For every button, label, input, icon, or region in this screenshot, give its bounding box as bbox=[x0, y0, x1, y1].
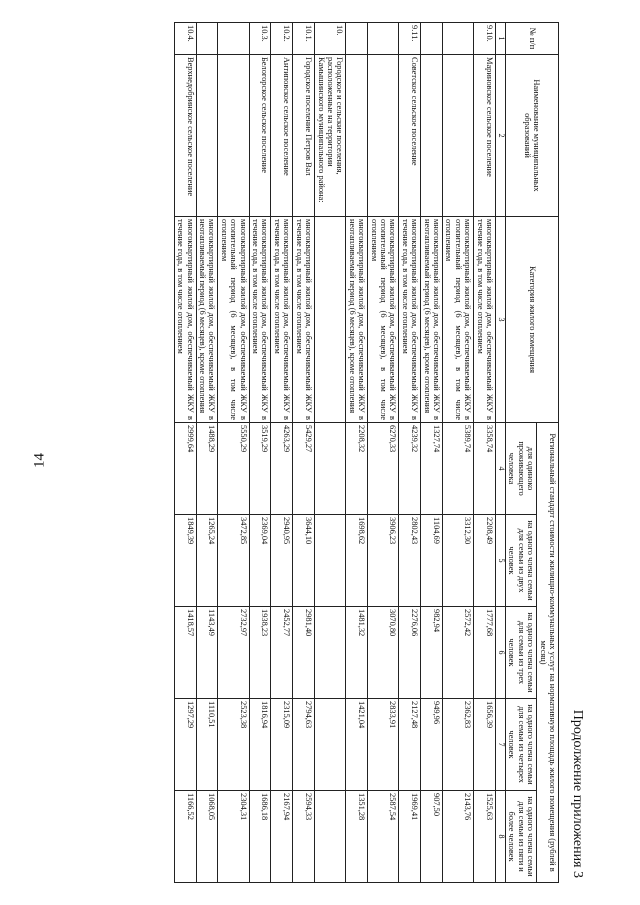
page-number: 14 bbox=[31, 453, 48, 468]
row-num bbox=[368, 23, 399, 55]
row-name bbox=[346, 55, 368, 217]
row-value: 1849,39 bbox=[174, 515, 196, 607]
row-value: 3472,85 bbox=[218, 515, 249, 607]
row-value bbox=[315, 515, 346, 607]
row-num bbox=[442, 23, 473, 55]
row-num: 10.1. bbox=[293, 23, 315, 55]
row-value: 3644,10 bbox=[293, 515, 315, 607]
row-value: 1297,29 bbox=[174, 699, 196, 791]
row-value bbox=[315, 423, 346, 515]
row-value: 1969,41 bbox=[399, 791, 421, 883]
appendix-caption: Продолжение приложения 3 bbox=[570, 709, 585, 878]
header-col: на одного члена семьи для семьи из двух человек bbox=[505, 515, 536, 607]
row-name bbox=[368, 55, 399, 217]
row-name: Белогорское сельское поселение bbox=[249, 55, 271, 217]
row-value: 4263,29 bbox=[271, 423, 293, 515]
row-value: 907,50 bbox=[421, 791, 443, 883]
table-row bbox=[249, 23, 271, 883]
row-value: 1265,24 bbox=[196, 515, 218, 607]
row-value: 2208,49 bbox=[474, 515, 496, 607]
row-value: 2523,38 bbox=[218, 699, 249, 791]
row-value: 2143,76 bbox=[442, 791, 473, 883]
row-value: 2940,95 bbox=[271, 515, 293, 607]
row-value: 3519,29 bbox=[249, 423, 271, 515]
row-num bbox=[218, 23, 249, 55]
column-number: 1 bbox=[496, 23, 506, 55]
row-value: 3070,80 bbox=[368, 607, 399, 699]
header-group: Региональный стандарт стоимости жилищно-коммунальных услуг на нормативную площадь жилого помещения (рублей в месяц) bbox=[537, 423, 559, 883]
row-value: 2999,64 bbox=[174, 423, 196, 515]
row-value: 4239,32 bbox=[399, 423, 421, 515]
row-value: 1525,63 bbox=[474, 791, 496, 883]
row-category: многоквартирный жилой дом, обеспечиваемый ЖКУ в течение года, в том числе отоплением bbox=[249, 217, 271, 423]
row-value: 2369,04 bbox=[249, 515, 271, 607]
row-value: 1327,74 bbox=[421, 423, 443, 515]
table-row bbox=[293, 23, 315, 883]
column-number: 7 bbox=[496, 699, 506, 791]
row-value: 1488,29 bbox=[196, 423, 218, 515]
housing-cost-standard-table bbox=[174, 22, 559, 883]
row-name: Антиповское сельское поселение bbox=[271, 55, 293, 217]
row-category: многоквартирный жилой дом, обеспечиваемый ЖКУ в течение года, в том числе отоплением bbox=[399, 217, 421, 423]
row-category: многоквартирный жилой дом, обеспечиваемый ЖКУ в течение года, в том числе отоплением bbox=[474, 217, 496, 423]
table-row bbox=[368, 23, 399, 883]
row-category: многоквартирный жилой дом, обеспечиваемый ЖКУ в течение года, в том числе отоплением bbox=[293, 217, 315, 423]
row-category: многоквартирный жилой дом, обеспечиваемый ЖКУ в отопительный период (6 месяцев), в том числе отоплением bbox=[218, 217, 249, 423]
row-num: 10. bbox=[315, 23, 346, 55]
row-value: 2587,54 bbox=[368, 791, 399, 883]
row-value: 2276,06 bbox=[399, 607, 421, 699]
table-row bbox=[174, 23, 196, 883]
row-value: 2981,40 bbox=[293, 607, 315, 699]
row-category bbox=[315, 217, 346, 423]
table-row bbox=[218, 23, 249, 883]
row-category: многоквартирный жилой дом, обеспечиваемый ЖКУ в отопительный период (6 месяцев), в том числе отоплением bbox=[442, 217, 473, 423]
row-name: Мариновское сельское поселение bbox=[474, 55, 496, 217]
row-category: многоквартирный жилой дом, обеспечиваемый ЖКУ в отопительный период (6 месяцев), в том числе отоплением bbox=[368, 217, 399, 423]
table-row bbox=[315, 23, 346, 883]
header-col: для одиноко проживающего человека bbox=[505, 423, 536, 515]
header-col: на одного члена семьи для семьи из четырех человек bbox=[505, 699, 536, 791]
table-body bbox=[174, 23, 495, 883]
row-category: многоквартирный жилой дом, обеспечиваемый ЖКУ в неотапливаемый период (6 месяцев), кроме отопления bbox=[346, 217, 368, 423]
row-value: 1481,32 bbox=[346, 607, 368, 699]
row-num bbox=[196, 23, 218, 55]
row-value: 5429,27 bbox=[293, 423, 315, 515]
row-category: многоквартирный жилой дом, обеспечиваемый ЖКУ в течение года, в том числе отоплением bbox=[271, 217, 293, 423]
row-num: 9.11. bbox=[399, 23, 421, 55]
row-value: 2802,43 bbox=[399, 515, 421, 607]
row-name: Городское поселение Петров Вал bbox=[293, 55, 315, 217]
row-value: 1686,18 bbox=[249, 791, 271, 883]
header-name: Наименование муниципальных образований bbox=[505, 55, 558, 217]
row-num bbox=[421, 23, 443, 55]
row-value: 2594,33 bbox=[293, 791, 315, 883]
row-value: 1698,62 bbox=[346, 515, 368, 607]
row-name bbox=[421, 55, 443, 217]
row-value: 2127,48 bbox=[399, 699, 421, 791]
row-name: Городское и сельские поселения, расположенные на территории Камышинского муниципального района: bbox=[315, 55, 346, 217]
row-num: 9.10. bbox=[474, 23, 496, 55]
row-value: 2304,31 bbox=[218, 791, 249, 883]
row-value: 1938,23 bbox=[249, 607, 271, 699]
row-name bbox=[218, 55, 249, 217]
row-value: 5550,29 bbox=[218, 423, 249, 515]
table-row bbox=[474, 23, 496, 883]
header-category: Категория жилого помещения bbox=[505, 217, 558, 423]
row-num: 10.4. bbox=[174, 23, 196, 55]
row-value: 1777,68 bbox=[474, 607, 496, 699]
row-value: 2167,94 bbox=[271, 791, 293, 883]
column-number: 8 bbox=[496, 791, 506, 883]
row-num: 10.2. bbox=[271, 23, 293, 55]
row-value: 2732,97 bbox=[218, 607, 249, 699]
row-value: 6270,33 bbox=[368, 423, 399, 515]
row-num bbox=[346, 23, 368, 55]
header-num: № п/п bbox=[505, 23, 558, 55]
column-number: 6 bbox=[496, 607, 506, 699]
table-row bbox=[271, 23, 293, 883]
row-value: 2833,91 bbox=[368, 699, 399, 791]
row-value: 982,94 bbox=[421, 607, 443, 699]
row-value: 2452,77 bbox=[271, 607, 293, 699]
row-value: 1068,05 bbox=[196, 791, 218, 883]
row-value: 1816,94 bbox=[249, 699, 271, 791]
column-number: 3 bbox=[496, 217, 506, 423]
row-value bbox=[315, 791, 346, 883]
row-value: 3312,30 bbox=[442, 515, 473, 607]
row-value: 1421,04 bbox=[346, 699, 368, 791]
row-name: Советское сельское поселение bbox=[399, 55, 421, 217]
table-row bbox=[442, 23, 473, 883]
rotated-page-content bbox=[32, 22, 592, 882]
row-category: многоквартирный жилой дом, обеспечиваемый ЖКУ в течение года, в том числе отоплением bbox=[174, 217, 196, 423]
row-value: 1351,28 bbox=[346, 791, 368, 883]
row-value: 949,96 bbox=[421, 699, 443, 791]
row-value: 5389,74 bbox=[442, 423, 473, 515]
row-name bbox=[196, 55, 218, 217]
row-value: 1166,52 bbox=[174, 791, 196, 883]
row-category: многоквартирный жилой дом, обеспечиваемый ЖКУ в неотапливаемый период (6 месяцев), кроме отопления bbox=[421, 217, 443, 423]
column-number: 2 bbox=[496, 55, 506, 217]
column-number: 4 bbox=[496, 423, 506, 515]
column-number: 5 bbox=[496, 515, 506, 607]
row-value: 3358,74 bbox=[474, 423, 496, 515]
row-value: 1656,39 bbox=[474, 699, 496, 791]
header-col: на одного члена семьи для семьи из пяти и более человек bbox=[505, 791, 536, 883]
row-value: 2572,42 bbox=[442, 607, 473, 699]
row-value: 1143,49 bbox=[196, 607, 218, 699]
row-value: 3906,23 bbox=[368, 515, 399, 607]
table-row bbox=[346, 23, 368, 883]
table-row bbox=[399, 23, 421, 883]
header-col: на одного члена семьи для семьи из трех человек bbox=[505, 607, 536, 699]
row-value: 1104,69 bbox=[421, 515, 443, 607]
row-value: 1110,51 bbox=[196, 699, 218, 791]
row-name: Верхнедобринское сельское поселение bbox=[174, 55, 196, 217]
row-value bbox=[315, 699, 346, 791]
row-value: 2362,83 bbox=[442, 699, 473, 791]
row-value: 2208,32 bbox=[346, 423, 368, 515]
table-row bbox=[196, 23, 218, 883]
row-num: 10.3. bbox=[249, 23, 271, 55]
row-value: 2794,63 bbox=[293, 699, 315, 791]
row-value: 1418,57 bbox=[174, 607, 196, 699]
row-category: многоквартирный жилой дом, обеспечиваемый ЖКУ в неотапливаемый период (6 месяцев), кроме отопления bbox=[196, 217, 218, 423]
table-row bbox=[421, 23, 443, 883]
row-name bbox=[442, 55, 473, 217]
row-value: 2315,09 bbox=[271, 699, 293, 791]
row-value bbox=[315, 607, 346, 699]
